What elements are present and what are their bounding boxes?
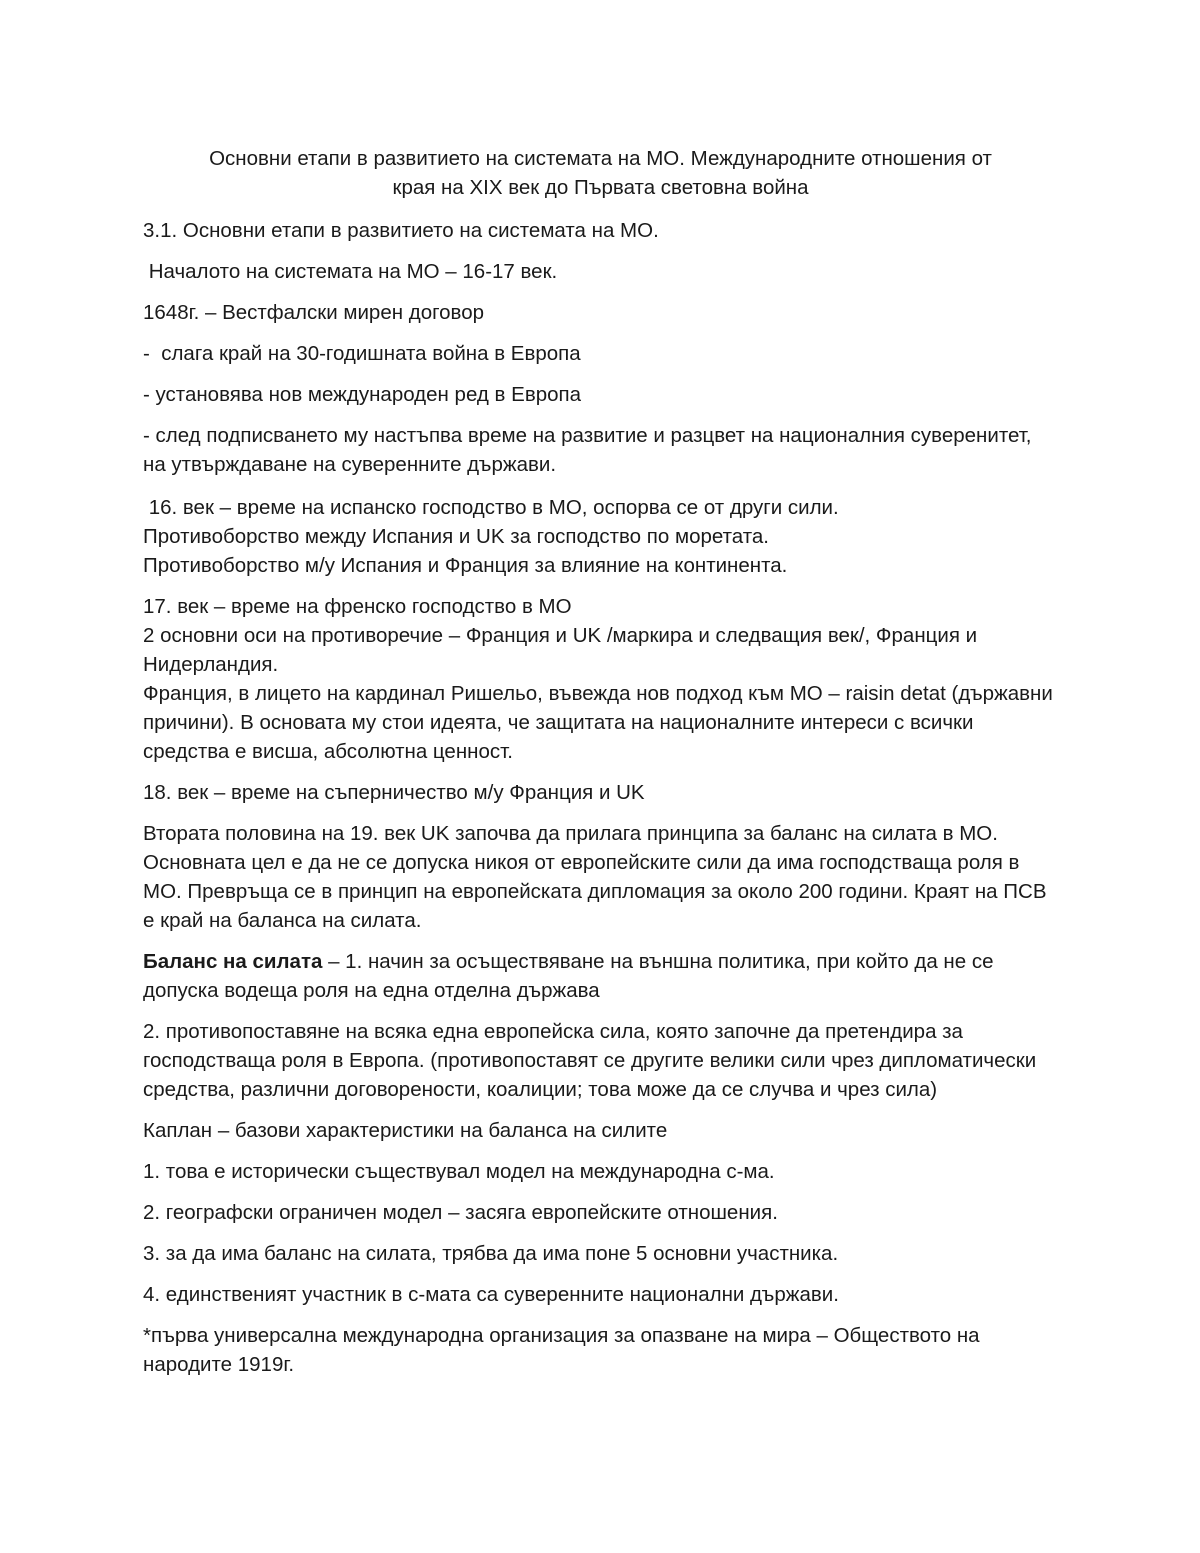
kaplan-item-3: 3. за да има баланс на силата, трябва да има поне 5 основни участника. [143,1242,839,1265]
document-body [143,144,1058,1391]
paragraph-16th-line-2: Противоборство между Испания и UK за господство по моретата. [143,525,769,548]
section-heading: 3.1. Основни етапи в развитието на системата на МО. [143,219,659,242]
document-title [143,144,1058,202]
list-item-end-war: - слага край на 30-годишната война в Европа [143,342,581,365]
kaplan-item-2: 2. географски ограничен модел – засяга европейските отношения. [143,1201,778,1224]
kaplan-item-1: 1. това е исторически съществувал модел на международна с-ма. [143,1160,775,1183]
paragraph-beginning: Началото на системата на МО – 16-17 век. [143,260,558,283]
paragraph-17th-line-2: 2 основни оси на противоречие – Франция и UK /маркира и следващия век/, Франция и Нидерландия. [143,624,978,676]
paragraph-17th-line-3: Франция, в лицето на кардинал Ришельо, въвежда нов подход към МО – raisin detat (държавни причини). В основата му стои идеята, че защитата на националните интереси с всички средства е висша, абсолютна ценност. [143,682,1053,763]
term-balance-of-power: Баланс на силата [143,950,323,973]
paragraph-17th-line-1: 17. век – време на френско господство в МО [143,595,572,618]
balance-definition-text: – 1. начин за осъществяване на външна политика, при който да не се допуска водеща роля на една отделна държава [143,950,994,1002]
paragraph-18th-century: 18. век – време на съперничество м/у Франция и UK [143,781,645,804]
kaplan-item-4: 4. единственият участник в с-мата са суверенните национални държави. [143,1283,839,1306]
title-line-1: Основни етапи в развитието на системата на МО. Международните отношения от [209,147,992,170]
paragraph-16th-century [143,493,1058,580]
paragraph-17th-century [143,592,1058,766]
title-line-2: края на XIX век до Първата световна война [392,176,809,199]
paragraph-16th-line-3: Противоборство м/у Испания и Франция за влияние на континента. [143,554,788,577]
paragraph-balance-definition [143,947,1058,1005]
paragraph-kaplan: Каплан – базови характеристики на баланса на силите [143,1119,668,1142]
list-item-sovereignty: - след подписването му настъпва време на развитие и разцвет на националния суверенитет, на утвърждаване на суверенните държави. [143,424,1032,476]
list-item-new-order: - установява нов международен ред в Европа [143,383,582,406]
paragraph-balance-point-2: 2. противопоставяне на всяка една европейска сила, която започне да претендира за господстваща роля в Европа. (противопоставят се другите велики сили чрез дипломатически средства, различни договорености, коалиции; това може да се случва и чрез сила) [143,1020,1037,1101]
paragraph-16th-line-1: 16. век – време на испанско господство в МО, оспорва се от други сили. [143,496,839,519]
footnote-league-of-nations: *първа универсална международна организация за опазване на мира – Обществото на народите 1919г. [143,1324,980,1376]
paragraph-19th-century: Втората половина на 19. век UK започва да прилага принципа за баланс на силата в МО. Основната цел е да не се допуска никоя от европейските сили да има господстваща роля в МО. Превръща се в принцип на европейската дипломация за около 200 години. Краят на ПСВ е край на баланса на силата. [143,822,1047,932]
paragraph-westphalia: 1648г. – Вестфалски мирен договор [143,301,484,324]
